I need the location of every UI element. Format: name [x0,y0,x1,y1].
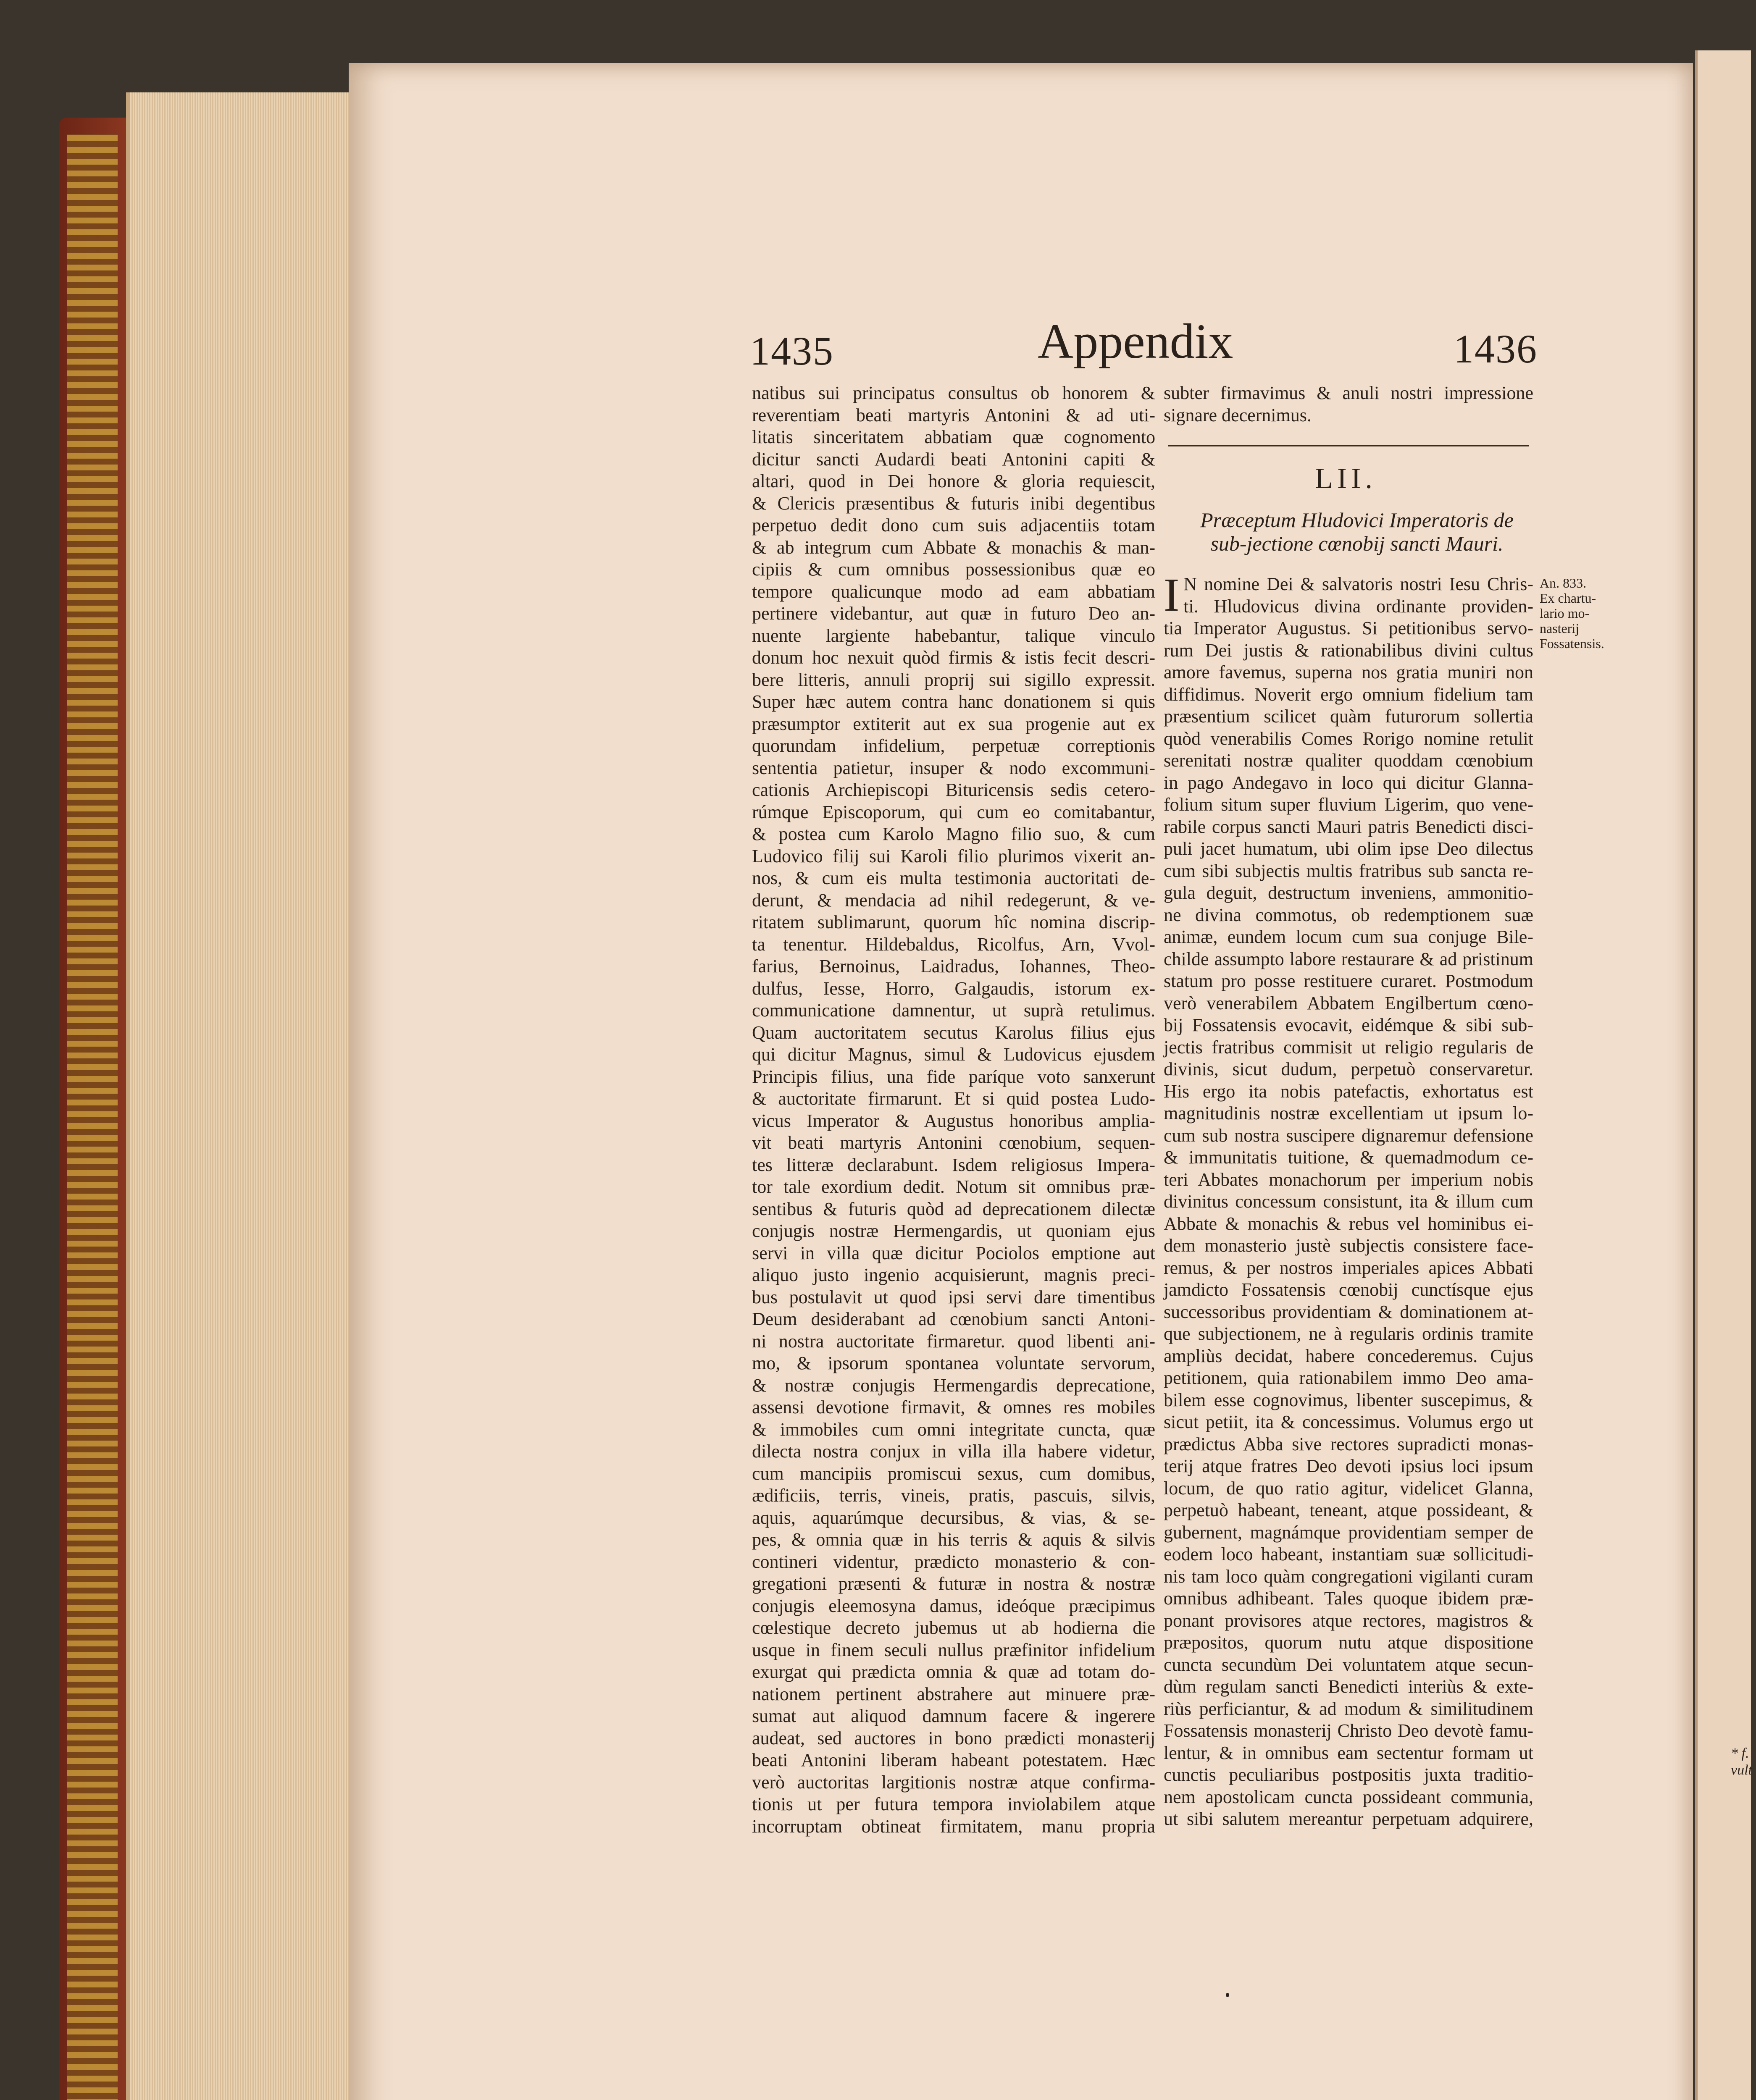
text-line: altari, quod in Dei honore & gloria requiescit, [752,471,1155,491]
text-line: bij Fossatensis evocavit, eidémque & sibi sub- [1164,1015,1533,1035]
text-line: Principis filius, una fide paríque voto sanxerunt [752,1066,1155,1087]
text-line: contineri videntur, prædicto monasterio & con- [752,1551,1155,1572]
text-line: Ludovico filij sui Karoli filio plurimos vixerit an- [752,845,1155,866]
text-line: ta tenentur. Hildebaldus, Ricolfus, Arn, Vvol- [752,934,1155,955]
text-line: puli jacet humatum, ubi olim ipse Deo dilectus [1164,838,1533,859]
text-line: cum sub nostra suscipere dignaremur defensione [1164,1125,1533,1146]
text-line: omnibus adhibeant. Tales quoque ibidem præ- [1164,1588,1533,1609]
page-block-edge [126,92,357,2100]
page-number-right: 1436 [1454,326,1538,371]
text-line: animæ, eundem locum cum sua conjuge Bile- [1164,927,1533,947]
text-line: incorruptam obtineat firmitatem, manu propria [752,1816,1155,1837]
text-line: ni nostra auctoritate firmaretur. quod libenti ani- [752,1331,1155,1352]
text-line: terij atque fratres Deo devoti ipsius loci ipsum [1164,1456,1533,1476]
text-line: pertinere videbantur, aut quæ in futuro Deo an- [752,603,1155,624]
text-line: verò venerabilem Abbatem Engilbertum cœno- [1164,992,1533,1013]
text-line: rum Dei justis & rationabilibus divini cultus [1164,640,1533,661]
text-line: cunctis peculiaribus postpositis juxta traditio- [1164,1764,1533,1785]
text-line: nuente largiente habebantur, talique vinculo [752,625,1155,646]
text-line: servi in villa quæ dicitur Pociolos emptione aut [752,1242,1155,1263]
section-divider [1168,445,1529,446]
text-line: cum mancipiis promiscui sexus, cum domibus, [752,1463,1155,1484]
text-line: folium situm super fluvium Ligerim, quo vene- [1164,794,1533,815]
text-line: derunt, & mendacia ad nihil redegerunt, & ve- [752,890,1155,911]
text-line: beati Antonini liberam habeant potestatem. Hæc [752,1750,1155,1770]
text-line: lentur, & in omnibus eam sectentur formam ut [1164,1742,1533,1763]
text-line: rúmque Episcoporum, qui cum eo comitabantur, [752,801,1155,822]
text-line: ædificiis, terris, vineis, pratis, pascuis, silvis, [752,1485,1155,1506]
text-line: ti. Hludovicus divina ordinante providen- [1183,596,1533,617]
text-line: & immobiles cum omni integritate cuncta, quæ [752,1419,1155,1440]
text-line: ne divina commotus, ob redemptionem suæ [1164,904,1533,925]
margin-note-line: Fossatensis. [1540,636,1604,651]
text-line: Fossatensis monasterij Christo Deo devotè famu- [1164,1720,1533,1741]
text-line: quorundam infidelium, perpetuæ correptionis [752,735,1155,756]
text-line: usque in finem seculi nullus præfinitor infidelium [752,1639,1155,1660]
left-text-column [752,382,1155,1838]
running-head: Appendix [1038,314,1233,369]
text-line: in pago Andegavo in loco qui dicitur Glanna- [1164,772,1533,793]
text-line: exurgat qui prædicta omnia & quæ ad totam do- [752,1662,1155,1682]
margin-note-line: nasterij [1540,621,1580,636]
text-line: sumat aut aliquod damnum facere & ingerere [752,1706,1155,1726]
drop-cap: I [1164,569,1180,621]
text-line: tes litteræ declarabunt. Isdem religiosus Impera- [752,1154,1155,1175]
text-line: teri Abbates monachorum per imperium nobis [1164,1169,1533,1190]
text-line: quòd venerabilis Comes Rorigo nomine retulit [1164,728,1533,749]
text-line: & immunitatis tuitione, & quemadmodum ce- [1164,1147,1533,1168]
text-line: gregationi præsenti & futuræ in nostra & nostræ [752,1573,1155,1594]
text-line: & nostræ conjugis Hermengardis deprecatione, [752,1375,1155,1396]
text-line: pes, & omnia quæ in his terris & aquis & silvis [752,1529,1155,1550]
text-line: & postea cum Karolo Magno filio suo, & cum [752,824,1155,844]
text-line: locum, de quo ratio agitur, videlicet Glanna, [1164,1478,1533,1499]
text-line: Quam auctoritatem secutus Karolus filius ejus [752,1022,1155,1043]
text-line: N nomine Dei & salvatoris nostri Iesu Chris- [1183,574,1533,594]
text-line: natibus sui principatus consultus ob honorem & [752,383,1155,403]
text-line: qui dicitur Magnus, simul & Ludovicus ejusdem [752,1044,1155,1065]
text-line: aquis, aquarúmque decursibus, & vias, & se- [752,1507,1155,1528]
text-line: conjugis eleemosyna damus, ideóque præcipimus [752,1595,1155,1616]
text-line: cipiis & cum omnibus possessionibus quæ eo [752,559,1155,580]
text-line: sentibus & futuris quòd ad deprecationem dilectæ [752,1198,1155,1219]
text-line: rabile corpus sancti Mauri patris Benedicti disci- [1164,816,1533,837]
facing-page-strip [1695,50,1751,2100]
text-line: præpositos, quorum nutu atque dispositione [1164,1632,1533,1653]
text-line: tor tale exordium dedit. Notum sit omnibus præ- [752,1176,1155,1197]
text-line: cum sibi subjectis multis fratribus sub sancta re- [1164,860,1533,881]
text-line: cationis Archiepiscopi Bituricensis sedis cetero- [752,780,1155,800]
text-line: His ergo ita nobis patefactis, exhortatus est [1164,1081,1533,1102]
text-line: litatis sinceritatem abbatiam quæ cognomento [752,427,1155,447]
text-line: bus postulavit ut quod ipsi servi dare timentibus [752,1286,1155,1307]
text-line: nationem pertinent abstrahere aut minuere præ- [752,1683,1155,1704]
text-line: & ab integrum cum Abbate & monachis & man- [752,537,1155,558]
text-line: jectis fratribus commisit ut religio regularis de [1164,1037,1533,1058]
text-line: vit beati martyris Antonini cœnobium, sequen- [752,1132,1155,1153]
text-line: Abbate & monachis & rebus vel hominibus ei- [1164,1213,1533,1234]
text-line: bere litteris, annuli proprij sui sigillo expressit. [752,669,1155,690]
text-line: gula deguit, destructum inveniens, ammonitio- [1164,882,1533,903]
text-line: audeat, sed auctores in bono prædicti monasterij [752,1727,1155,1748]
text-line: dùm regulam sancti Benedicti interiùs & exte- [1164,1676,1533,1697]
text-line: statum pro posse restituere curaret. Postmodum [1164,971,1533,991]
text-line: nos, & cum eis multa testimonia auctoritati de- [752,868,1155,888]
text-line: perpetuo dedit dono cum suis adjacentiis totam [752,515,1155,536]
text-line: donum hoc nexuit quòd firmis & istis fecit descri- [752,647,1155,668]
text-line: signare decernimus. [1164,404,1312,425]
text-line: divinitus concessum consistunt, ita & illum cum [1164,1191,1533,1212]
facing-page-fragment [1731,1745,1756,1779]
text-line: amore favemus, superna nos gratia muniri non [1164,662,1533,682]
text-line: ritatem sublimarunt, quorum hîc nomina discrip- [752,912,1155,932]
text-line: ut sibi salutem mereantur perpetuam adquirere, [1164,1809,1533,1829]
text-line: cuncta secundùm Dei voluntatem atque secun- [1164,1654,1533,1675]
text-line: gubernent, magnámque providentiam semper de [1164,1522,1533,1543]
text-line: communicatione damnentur, ut suprà retulimus. [752,1000,1155,1021]
document-number: LII. [1315,462,1377,495]
text-line: farius, Bernoinus, Laidradus, Iohannes, Theo- [752,956,1155,976]
text-line: divinis, sicut dudum, perpetuò conservaretur. [1164,1059,1533,1079]
right-text-column [1164,569,1533,1830]
page-number-left: 1435 [750,328,834,373]
text-line: jamdicto Fossatensis cœnobij cunctísque ejus [1164,1279,1533,1300]
text-line: dem monasterio justè subjectis consistere face- [1164,1235,1533,1256]
text-line: reverentiam beati martyris Antonini & ad uti- [752,404,1155,425]
text-line: sicut petiit, ita & concessimus. Volumus ergo ut [1164,1412,1533,1432]
text-line: riùs perficiantur, & ad modum & similitudinem [1164,1698,1533,1719]
text-line: assensi devotione firmavit, & omnes res mobiles [752,1397,1155,1418]
text-line: eodem loco habeant, instantiam suæ sollicitudi- [1164,1544,1533,1564]
text-line: dicitur sancti Audardi beati Antonini capiti & [752,449,1155,470]
text-line: subter firmavimus & anuli nostri impressione [1164,383,1533,403]
text-line: cœlestique decreto jubemus ut ab hodierna die [752,1617,1155,1638]
text-line: verò auctoritas largitionis nostræ atque confirma- [752,1772,1155,1793]
text-line: tionis ut per futura tempora inviolabilem atque [752,1794,1155,1814]
text-line: sententia patietur, insuper & nodo excommuni- [752,757,1155,778]
text-line: perpetuò habeant, teneant, atque possideant, & [1164,1500,1533,1520]
right-column-continuation [1164,382,1533,426]
text-line: & Clericis præsentibus & futuris inibi degentibus [752,493,1155,514]
text-line: vicus Imperator & Augustus honoribus amplia- [752,1110,1155,1131]
fragment-line: vult [1731,1762,1752,1778]
fragment-line: * f. [1731,1746,1749,1761]
text-line: præsumptor extiterit aut ex sua progenie aut ex [752,713,1155,734]
gilt-edge-decoration [67,134,118,2100]
text-line: childe assumpto labore restaurare & ad pristinum [1164,948,1533,969]
margin-note-line: An. 833. [1540,575,1587,591]
document-title: Præceptum Hludovici Imperatoris de sub-jectione cœnobij sancti Mauri. [1200,508,1514,555]
text-line: nis tam loco quàm congregationi vigilanti curam [1164,1566,1533,1587]
text-line: ampliùs decidat, habere concederemus. Cujus [1164,1345,1533,1366]
text-line: Deum desiderabant ad cœnobium sancti Antoni- [752,1309,1155,1329]
text-line: petitionem, quia rationabilem immo Deo ama- [1164,1368,1533,1388]
text-line: aliquo justo ingenio acquisierunt, magnis preci- [752,1265,1155,1285]
text-line: dilecta nostra conjux in villa illa habere videtur, [752,1441,1155,1462]
text-line: diffidimus. Noverit ergo omnium fidelium tam [1164,684,1533,705]
text-line: prædictus Abba sive rectores supradicti monas- [1164,1433,1533,1454]
text-line: que subjectionem, ne à regularis ordinis tramite [1164,1323,1533,1344]
text-line: præsentium scilicet quàm futurorum sollertia [1164,706,1533,727]
text-line: conjugis nostræ Hermengardis, ut quoniam ejus [752,1221,1155,1241]
text-line: mo, & ipsorum spontanea voluntate servorum, [752,1353,1155,1373]
text-line: bilem esse cognovimus, libenter suscepimus, & [1164,1389,1533,1410]
text-line: magnitudinis nostræ excellentiam ut ipsum lo- [1164,1103,1533,1124]
text-line: ponant provisores atque rectores, magistros & [1164,1610,1533,1631]
text-line: remus, & per nostros imperiales apices Abbati [1164,1257,1533,1278]
text-line: tia Imperator Augustus. Si petitionibus servo- [1164,618,1533,638]
ink-speck [1226,1993,1229,1997]
text-line: dulfus, Iesse, Horro, Galgaudis, istorum ex- [752,978,1155,999]
text-line: nem apostolicam cuncta possideant communia, [1164,1786,1533,1807]
text-line: successoribus providentiam & dominationem at- [1164,1301,1533,1322]
margin-note-line: lario mo- [1540,606,1590,621]
margin-note-line: Ex chartu- [1540,591,1596,606]
margin-note [1540,575,1603,651]
text-line: serenitati nostræ qualiter quoddam cœnobium [1164,750,1533,771]
text-line: Super hæc autem contra hanc donationem si quis [752,691,1155,712]
text-line: & auctoritate firmarunt. Et si quid postea Ludo- [752,1088,1155,1109]
text-line: tempore qualicunque modo ad eam abbatiam [752,581,1155,602]
